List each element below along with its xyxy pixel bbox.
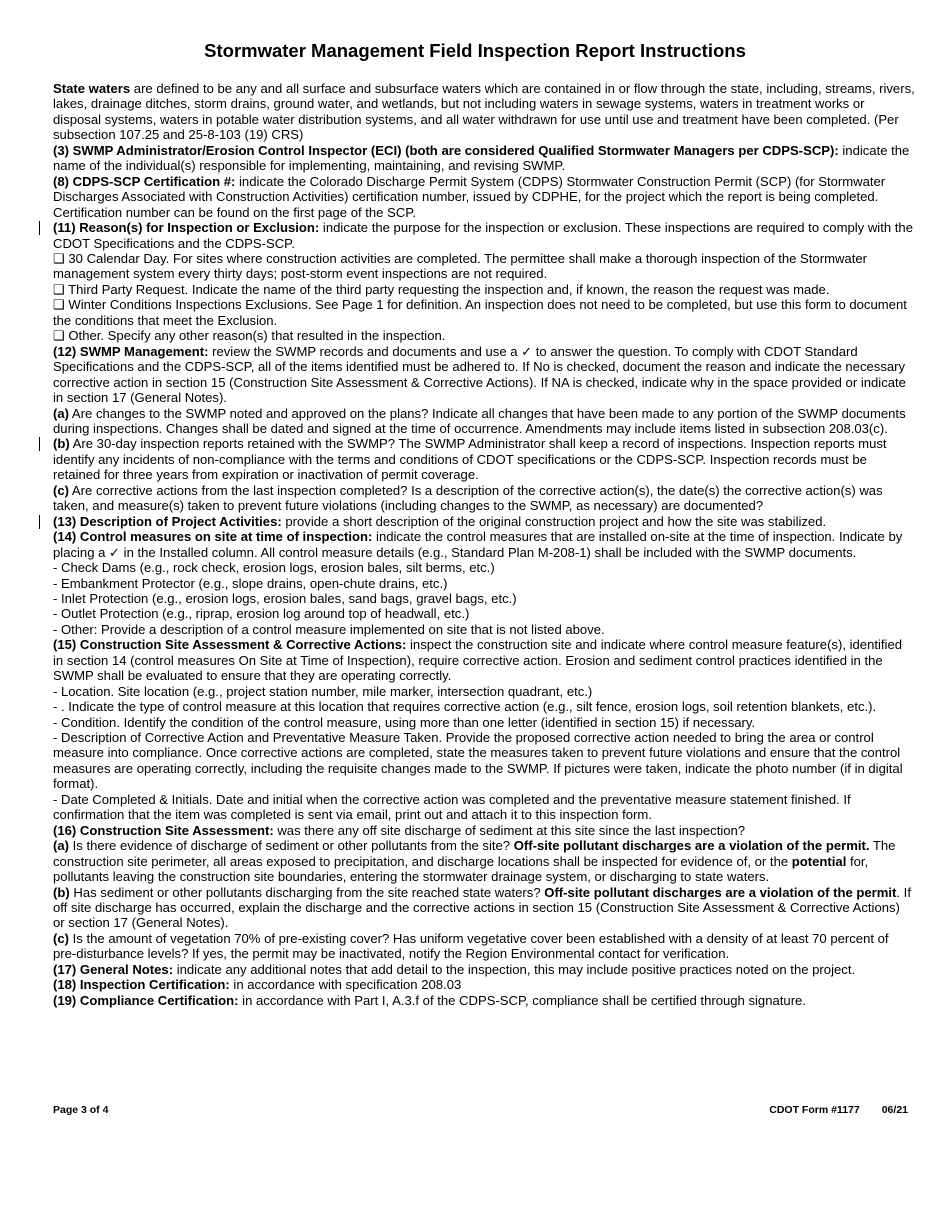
instruction-paragraph: [53, 220, 915, 251]
body-text: Is there evidence of discharge of sediment or other pollutants from the site?: [69, 838, 514, 854]
form-date: 06/21: [881, 1104, 908, 1116]
body-text: ❑ 30 Calendar Day. For sites where construction activities are completed. The permittee shall make a thorough inspection of the Stormwater management system every thirty days; post-storm event inspections are not required.: [53, 250, 867, 282]
bold-text: (a): [53, 405, 70, 421]
body-text: are defined to be any and all surface and subsurface waters which are contained in or flow through the state, including, streams, rivers, lakes, drainage ditches, storm drains, ground water, and wetlands, but not including waters in sewage systems, waters in treatment works or disposal systems, waters in potable water distribution systems, and all water withdrawn for use until use and treatment have been completed. (Per subsection 107.25 and 25-8-103 (19) CRS): [53, 81, 915, 143]
body-text: ❑ Winter Conditions Inspections Exclusions. See Page 1 for definition. An inspection does not need to be completed, but use this form to document the conditions that meet the Exclusion.: [53, 297, 907, 328]
body-text: - Location. Site location (e.g., project station number, mile marker, intersection quadrant, etc.): [53, 683, 593, 699]
body-text: - . Indicate the type of control measure at this location that requires corrective action (e.g., silt fence, erosion logs, soil retention blankets, etc.).: [53, 699, 877, 715]
bold-text: (14) Control measures on site at time of inspection:: [53, 529, 373, 545]
instruction-paragraph: [53, 885, 915, 931]
body-text: - Embankment Protector (e.g., slope drains, open-chute drains, etc.): [53, 575, 448, 591]
instruction-paragraph: [53, 297, 915, 328]
body-text: inspect the construction site and indicate where control measure feature(s), identified in section 14 (control measures On Site at Time of Inspection), require corrective action. Erosion and sediment control practices identified in the SWMP shall be evaluated to ensure that they are operating correctly.: [53, 637, 903, 684]
bold-text: (17) General Notes:: [53, 961, 174, 977]
bold-text: (c): [53, 482, 70, 498]
body-text: - Date Completed & Initials. Date and initial when the corrective action was completed and the preventative measure statement finished. If confirmation that the item was completed is sent via email, print out and attach it to this inspection form.: [53, 791, 851, 823]
body-text: indicate the purpose for the inspection or exclusion. These inspections are required to comply with the CDOT Specifications and the CDPS-SCP.: [53, 220, 913, 251]
instruction-paragraph: [53, 622, 915, 637]
instruction-paragraph: [53, 715, 915, 730]
bold-text: (13) Description of Project Activities:: [53, 513, 282, 529]
instruction-paragraph: [53, 962, 915, 977]
instruction-paragraph: [53, 282, 915, 297]
instruction-paragraph: [53, 823, 915, 838]
instruction-paragraph: [53, 81, 915, 143]
bold-text: (b): [53, 436, 70, 452]
instruction-paragraph: [53, 406, 915, 437]
page-title: Stormwater Management Field Inspection Report Instructions: [204, 40, 746, 61]
body-text: Has sediment or other pollutants discharging from the site reached state waters?: [69, 884, 545, 900]
bold-text: (19) Compliance Certification:: [53, 992, 239, 1008]
instruction-paragraph: [53, 514, 915, 529]
body-text: - Other: Provide a description of a control measure implemented on site that is not listed above.: [53, 621, 605, 637]
instruction-paragraph: [53, 436, 915, 482]
body-text: was there any off site discharge of sediment at this site since the last inspection?: [273, 822, 746, 838]
bold-text: (a): [53, 838, 70, 854]
instruction-paragraph: [53, 483, 915, 514]
page-number: Page 3 of 4: [53, 1104, 109, 1116]
instruction-paragraph: [53, 993, 915, 1008]
instruction-paragraph: [53, 576, 915, 591]
body-text: provide a short description of the original construction project and how the site was stabilized.: [281, 513, 827, 529]
bold-text: State waters: [53, 81, 131, 96]
body-text: - Condition. Identify the condition of the control measure, using more than one letter (identified in section 15) if necessary.: [53, 714, 756, 730]
body-text: indicate the name of the individual(s) responsible for implementing, maintaining, and revising SWMP.: [53, 142, 910, 174]
instruction-paragraph: [53, 560, 915, 575]
body-text: Are corrective actions from the last inspection completed? Is a description of the corrective action(s), the date(s) the corrective action(s) was taken, and measure(s) taken to prevent future violations (including changes to the SWMP, as necessary) are documented?: [53, 482, 883, 514]
bold-text: Off-site pollutant discharges are a violation of the permit.: [513, 838, 870, 854]
body-text: Is the amount of vegetation 70% of pre-existing cover? Has uniform vegetative cover been established with a density of at least 70 percent of pre-disturbance levels? If yes, the permit may be inactivated, notify the Region Environmental contact for verification.: [53, 930, 889, 962]
instruction-paragraph: [53, 529, 915, 560]
instruction-paragraph: [53, 792, 915, 823]
body-text: - Inlet Protection (e.g., erosion logs, erosion bales, sand bags, gravel bags, etc.): [53, 590, 517, 606]
bold-text: Off-site pollutant discharges are a violation of the permit: [544, 884, 897, 900]
bold-text: (11) Reason(s) for Inspection or Exclusion:: [53, 220, 320, 236]
instruction-paragraph: [53, 730, 915, 792]
instruction-paragraph: [53, 328, 915, 343]
bold-text: (12) SWMP Management:: [53, 343, 209, 359]
body-text: indicate any additional notes that add detail to the inspection, this may include positive practices noted on the project.: [173, 961, 856, 977]
bold-text: potential: [791, 853, 847, 869]
body-text: - Description of Corrective Action and Preventative Measure Taken. Provide the proposed corrective action needed to bring the area or control measure into compliance. Once corrective actions are completed, state the measures taken to prevent future violations and ensure that the control measures are operating correctly, including the requisite changes made to the SWMP. If pictures were taken, indicate the photo number (if in digital format).: [53, 730, 903, 792]
instruction-paragraph: [53, 699, 915, 714]
body-text: . If off site discharge has occurred, explain the discharge and the corrective actions in section 15 (Construction Site Assessment & Corrective Actions) or section 17 (General Notes).: [53, 884, 911, 931]
instruction-paragraph: [53, 838, 915, 884]
instruction-paragraph: [53, 606, 915, 621]
body-text: indicate the control measures that are installed on-site at the time of inspection. Indicate by placing a ✓ in the Installed column. All control measure details (e.g., Standard Plan M-208-1) shall be included with the SWMP documents.: [53, 529, 903, 560]
bold-text: (18) Inspection Certification:: [53, 977, 230, 993]
body-text: ❑ Other. Specify any other reason(s) that resulted in the inspection.: [53, 328, 446, 344]
body-text: The construction site perimeter, all areas exposed to precipitation, and discharge locations shall be inspected for evidence of, or the: [53, 838, 896, 869]
bold-text: (b): [53, 884, 70, 900]
instruction-paragraph: [53, 637, 915, 683]
body-text: Are changes to the SWMP noted and approved on the plans? Indicate all changes that have been made to any portion of the SWMP documents during inspections. Changes shall be dated and signed at the time of occurrence. Amendments may include items listed in subsection 208.03(c).: [53, 405, 906, 436]
bold-text: (8) CDPS-SCP Certification #:: [53, 173, 236, 189]
instruction-paragraph: [53, 344, 915, 406]
body-text: review the SWMP records and documents and use a ✓ to answer the question. To comply with CDOT Standard Specifications and the CDPS-SCP, all of the items identified must be adhered to. If No is checked, document the reason and indicate the necessary corrective action in section 15 (Construction Site Assessment & Corrective Actions). If NA is checked, indicate why in the space provided or indicate in section 17 (General Notes).: [53, 343, 906, 406]
body-text: indicate the Colorado Discharge Permit System (CDPS) Stormwater Construction Permit (SCP) (for Stormwater Discharges Associated with Construction Activities) certification number, issued by CDPHE, for the project which the report is being completed. Certification number can be found on the first page of the SCP.: [53, 173, 886, 220]
bold-text: (3) SWMP Administrator/Erosion Control Inspector (ECI) (both are considered Qualified Stormwater Managers per CDPS-SCP):: [53, 142, 839, 158]
bold-text: (c): [53, 930, 70, 946]
instruction-paragraph: [53, 684, 915, 699]
instruction-paragraph: [53, 174, 915, 220]
body-text: Are 30-day inspection reports retained with the SWMP? The SWMP Administrator shall keep a record of inspections. Inspection reports must identify any incidents of non-compliance with the terms and conditions of CDOT specifications or the CDPS-SCP. Inspection records must be retained for three years from expiration or inactivation of permit coverage.: [53, 436, 887, 483]
body-text: in accordance with specification 208.03: [229, 977, 462, 993]
instructions-body: [53, 81, 915, 1008]
instruction-paragraph: [53, 591, 915, 606]
body-text: - Outlet Protection (e.g., riprap, erosion log around top of headwall, etc.): [53, 606, 470, 622]
instruction-paragraph: [53, 977, 915, 992]
body-text: in accordance with Part I, A.3.f of the CDPS-SCP, compliance shall be certified through signature.: [238, 992, 806, 1008]
instruction-paragraph: [53, 143, 915, 174]
body-text: - Check Dams (e.g., rock check, erosion logs, erosion bales, silt berms, etc.): [53, 560, 495, 576]
form-id: [769, 1104, 908, 1116]
instruction-paragraph: [53, 251, 915, 282]
body-text: for, pollutants leaving the construction site boundaries, entering the stormwater drainage system, or discharging to state waters.: [53, 853, 869, 885]
form-number: CDOT Form #1177: [769, 1104, 860, 1116]
instruction-paragraph: [53, 931, 915, 962]
bold-text: (16) Construction Site Assessment:: [53, 822, 274, 838]
bold-text: (15) Construction Site Assessment & Corrective Actions:: [53, 637, 407, 653]
body-text: ❑ Third Party Request. Indicate the name of the third party requesting the inspection and, if known, the reason the request was made.: [53, 281, 830, 297]
